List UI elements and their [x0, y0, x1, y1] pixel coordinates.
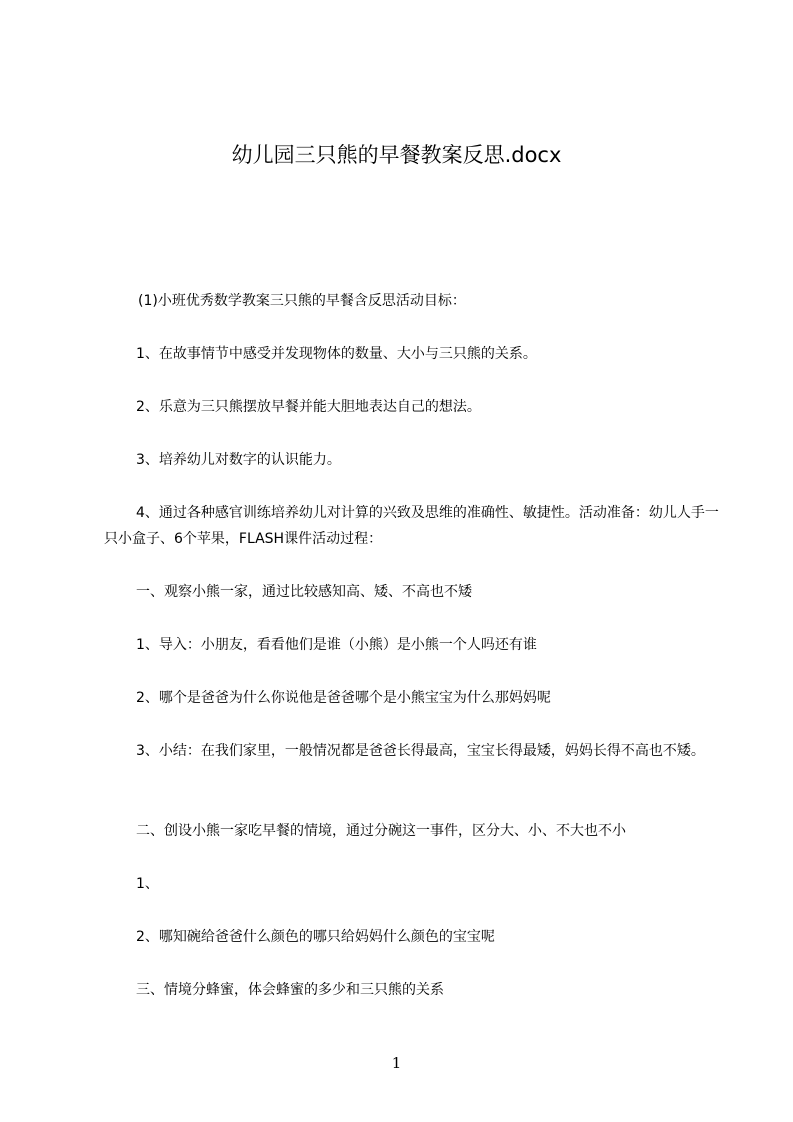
paragraph-section-2: 二、创设小熊一家吃早餐的情境，通过分碗这一事件，区分大、小、不大也不小 — [136, 823, 626, 839]
paragraph-intro: (1)小班优秀数学教案三只熊的早餐含反思活动目标： — [138, 293, 466, 309]
paragraph-step-2: 2、哪个是爸爸为什么你说他是爸爸哪个是小熊宝宝为什么那妈妈呢 — [136, 690, 551, 706]
paragraph-goal-4: 4、通过各种感官训练培养幼儿对计算的兴致及思维的准确性、敏捷性。活动准备：幼儿人手一只小盒子、6个苹果，FLASH课件活动过程： — [104, 505, 719, 547]
paragraph-goal-1: 1、在故事情节中感受并发现物体的数量、大小与三只熊的关系。 — [136, 346, 537, 362]
paragraph-section-1: 一、观察小熊一家，通过比较感知高、矮、不高也不矮 — [136, 584, 472, 600]
document-title: 幼儿园三只熊的早餐教案反思.docx — [231, 143, 562, 167]
paragraph-summary: 3、小结：在我们家里，一般情况都是爸爸长得最高，宝宝长得最矮，妈妈长得不高也不矮。 — [136, 743, 705, 759]
paragraph-step-1: 1、导入：小朋友，看看他们是谁（小熊）是小熊一个人吗还有谁 — [136, 637, 537, 653]
paragraph-step-2-2: 2、哪知碗给爸爸什么颜色的哪只给妈妈什么颜色的宝宝呢 — [136, 929, 495, 945]
paragraph-step-2-1: 1、 — [136, 876, 159, 892]
paragraph-goal-3: 3、培养幼儿对数字的认识能力。 — [136, 452, 341, 468]
paragraph-section-3: 三、情境分蜂蜜，体会蜂蜜的多少和三只熊的关系 — [136, 982, 444, 998]
paragraph-goal-2: 2、乐意为三只熊摆放早餐并能大胆地表达自己的想法。 — [136, 399, 481, 415]
page-number: 1 — [391, 1054, 402, 1072]
